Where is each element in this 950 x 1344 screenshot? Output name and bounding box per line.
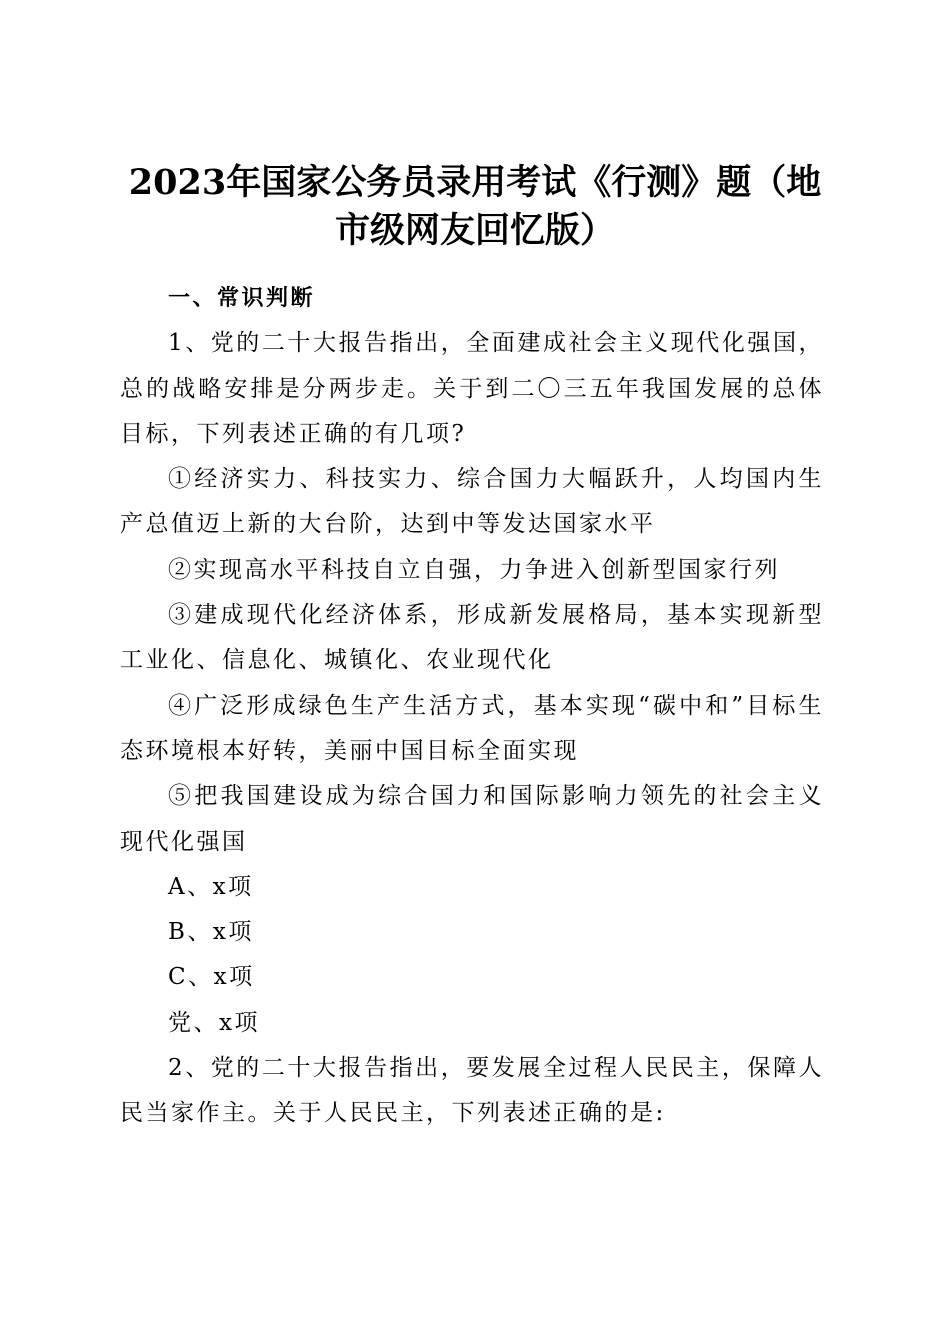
- question-1-option-a: A、x项: [168, 873, 254, 900]
- question-1-item-5: ⑤把我国建设成为综合国力和国际影响力领先的社会主义现代化强国: [120, 783, 824, 855]
- question-1-option-d: 党、x项: [168, 1009, 260, 1036]
- question-1-item-3: ③建成现代化经济体系，形成新发展格局，基本实现新型工业化、信息化、城镇化、农业现代化: [120, 602, 824, 674]
- question-1-item-2: ②实现高水平科技自立自强，力争进入创新型国家行列: [168, 556, 780, 583]
- document-title: [110, 159, 840, 255]
- question-1-item-1: ①经济实力、科技实力、综合国力大幅跃升，人均国内生产总值迈上新的大台阶，达到中等发达国家水平: [120, 466, 824, 538]
- document-body: [120, 276, 824, 1137]
- question-2-stem: 2、党的二十大报告指出，要发展全过程人民民主，保障人民当家作主。关于人民民主，下列表述正确的是:: [120, 1055, 824, 1127]
- question-1-item-4: ④广泛形成绿色生产生活方式，基本实现“碳中和”目标生态环境根本好转，美丽中国目标全面实现: [120, 692, 824, 764]
- title-line-2: 市级网友回忆版）: [334, 210, 615, 252]
- title-line-1: 2023年国家公务员录用考试《行测》题（地: [128, 162, 822, 204]
- question-1-option-b: B、x项: [168, 919, 254, 946]
- question-1-stem: 1、党的二十大报告指出，全面建成社会主义现代化强国，总的战略安排是分两步走。关于到二〇三五年我国发展的总体目标，下列表述正确的有几项?: [120, 330, 824, 447]
- question-1-option-c: C、x项: [168, 964, 255, 991]
- section-heading-common-sense: 一、常识判断: [168, 286, 316, 311]
